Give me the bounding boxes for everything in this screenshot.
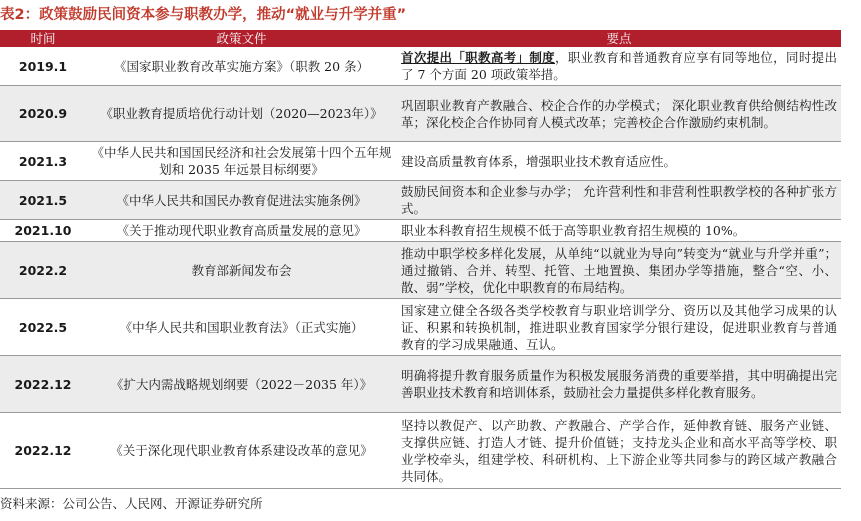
table-row bbox=[0, 356, 841, 413]
row-document: 《国家职业教育改革实施方案》（职教 20 条） bbox=[86, 47, 397, 86]
row-document: 《中华人民共和国国民经济和社会发展第十四个五年规划和 2035 年远景目标纲要》 bbox=[86, 142, 397, 181]
table-row bbox=[0, 220, 841, 242]
table-row bbox=[0, 47, 841, 86]
source-note: 资料来源：公司公告、人民网、开源证券研究所 bbox=[0, 496, 263, 511]
row-document: 《扩大内需战略规划纲要（2022－2035 年）》 bbox=[86, 356, 397, 413]
row-year: 2022.12 bbox=[0, 413, 86, 489]
header-row bbox=[0, 30, 841, 47]
policy-table bbox=[0, 30, 841, 489]
row-year: 2021.3 bbox=[0, 142, 86, 181]
row-points: 国家建立健全各级各类学校教育与职业培训学分、资历以及其他学习成果的认证、积累和转换机制，推进职业教育国家学分银行建设，促进职业教育与普通教育的学习成果融通、互认。 bbox=[397, 299, 841, 356]
row-points: 坚持以教促产、以产助教、产教融合、产学合作，延伸教育链、服务产业链、支撑供应链、打造人才链、提升价值链；支持龙头企业和高水平高等学校、职业学校牵头，组建学校、科研机构、上下游企业等共同参与的跨区域产教融合共同体。 bbox=[397, 413, 841, 489]
row-points: 鼓励民间资本和企业参与办学； 允许营利性和非营利性职教学校的各种扩张方式。 bbox=[397, 181, 841, 220]
row-points bbox=[397, 47, 841, 86]
highlight-text: 首次提出「职教高考」制度 bbox=[401, 50, 555, 65]
row-points: 巩固职业教育产教融合、校企合作的办学模式； 深化职业教育供给侧结构性改革；深化校企合作协同育人模式改革；完善校企合作激励约束机制。 bbox=[397, 86, 841, 142]
row-document: 《关于深化现代职业教育体系建设改革的意见》 bbox=[86, 413, 397, 489]
row-year: 2020.9 bbox=[0, 86, 86, 142]
table-row bbox=[0, 86, 841, 142]
row-year: 2021.10 bbox=[0, 220, 86, 242]
table-row bbox=[0, 299, 841, 356]
row-year: 2022.5 bbox=[0, 299, 86, 356]
table-body bbox=[0, 47, 841, 489]
row-document: 《职业教育提质培优行动计划（2020—2023年）》 bbox=[86, 86, 397, 142]
table-header bbox=[0, 30, 841, 47]
row-document: 《关于推动现代职业教育高质量发展的意见》 bbox=[86, 220, 397, 242]
row-points: 职业本科教育招生规模不低于高等职业教育招生规模的 10%。 bbox=[397, 220, 841, 242]
table-row bbox=[0, 181, 841, 220]
row-points-text: ，职业教育和普通教育应享有同等地位，同时提出了 7 个方面 20 项政策举措。 bbox=[401, 50, 837, 82]
row-document: 《中华人民共和国民办教育促进法实施条例》 bbox=[86, 181, 397, 220]
row-points: 建设高质量教育体系，增强职业技术教育适应性。 bbox=[397, 142, 841, 181]
row-year: 2019.1 bbox=[0, 47, 86, 86]
table-row bbox=[0, 242, 841, 299]
row-year: 2022.12 bbox=[0, 356, 86, 413]
row-year: 2022.2 bbox=[0, 242, 86, 299]
row-document: 教育部新闻发布会 bbox=[86, 242, 397, 299]
table-row bbox=[0, 142, 841, 181]
row-document: 《中华人民共和国职业教育法》（正式实施） bbox=[86, 299, 397, 356]
row-points: 明确将提升教育服务质量作为积极发展服务消费的重要举措，其中明确提出完善职业技术教育和培训体系，鼓励社会力量提供多样化教育服务。 bbox=[397, 356, 841, 413]
table-title: 表2：政策鼓励民间资本参与职教办学，推动“就业与升学并重” bbox=[0, 7, 407, 23]
column-header-points: 要点 bbox=[397, 30, 841, 47]
column-header-time: 时间 bbox=[0, 30, 86, 47]
column-header-document: 政策文件 bbox=[86, 30, 397, 47]
table-row bbox=[0, 413, 841, 489]
row-points: 推动中职学校多样化发展，从单纯“以就业为导向”转变为“就业与升学并重”；通过撤销、合并、转型、托管、土地置换、集团办学等措施，整合“空、小、散、弱”学校，优化中职教育的布局结构。 bbox=[397, 242, 841, 299]
row-year: 2021.5 bbox=[0, 181, 86, 220]
